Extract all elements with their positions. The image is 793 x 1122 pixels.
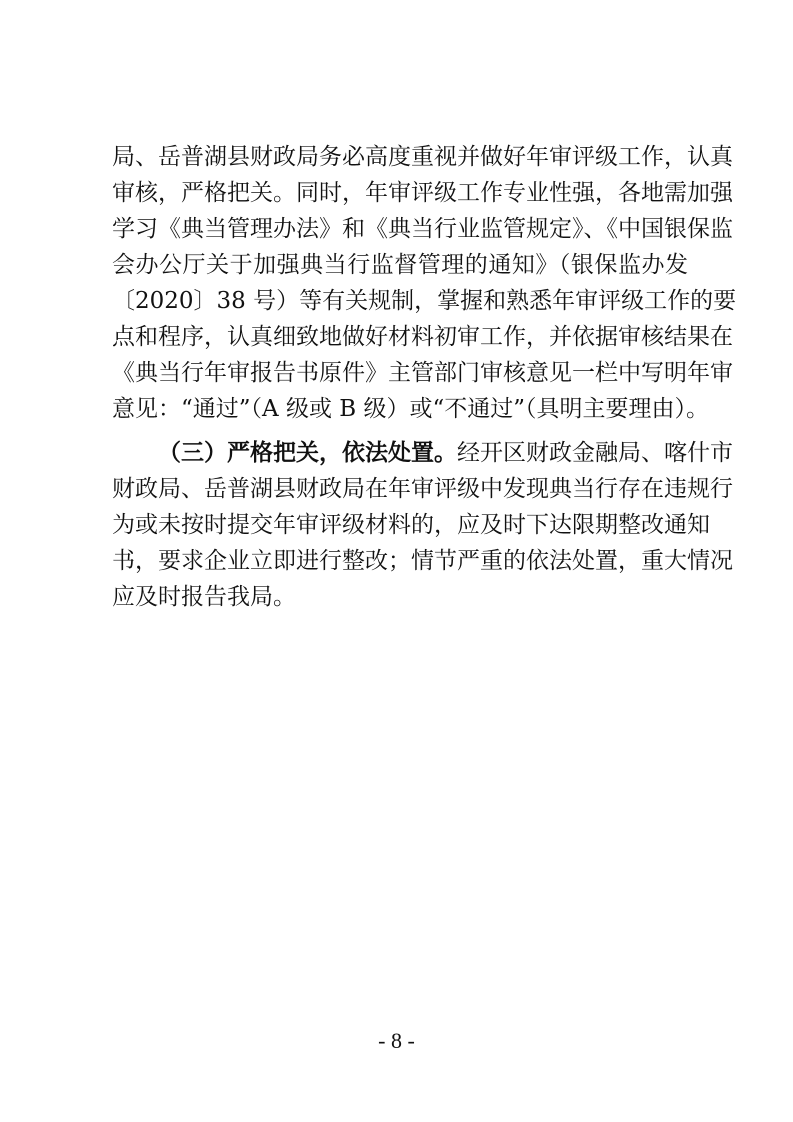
- text-line: 局、岳普湖县财政局务必高度重视并做好年审评级工作，认真: [112, 144, 733, 170]
- text-line: 意见：“通过”（A 级或 B 级）或“不通过”（具明主要理由）。: [112, 396, 709, 422]
- text-line: 〔2020〕38 号）等有关规制，掌握和熟悉年审评级工作的要: [112, 288, 737, 314]
- section-first-line-text: 经开区财政金融局、喀什市: [457, 440, 733, 466]
- text-line: 审核，严格把关。同时，年审评级工作专业性强，各地需加强: [112, 180, 733, 206]
- text-line-first: [158, 436, 733, 470]
- text-line: 学习《典当管理办法》和《典当行业监管规定》、《中国银保监: [112, 216, 733, 242]
- text-line: 书，要求企业立即进行整改；情节严重的依法处置，重大情况: [112, 548, 733, 574]
- text-line: 《典当行年审报告书原件》主管部门审核意见一栏中写明年审: [112, 360, 733, 386]
- text-line: 应及时报告我局。: [112, 584, 296, 610]
- text-line: 点和程序，认真细致地做好材料初审工作，并依据审核结果在: [112, 324, 733, 350]
- text-line: 为或未按时提交年审评级材料的，应及时下达限期整改通知: [112, 512, 710, 538]
- text-line: 财政局、岳普湖县财政局在年审评级中发现典当行存在违规行: [112, 476, 733, 502]
- page-number: - 8 -: [378, 1028, 415, 1053]
- section-heading: （三）严格把关，依法处置。: [158, 439, 457, 466]
- text-line: 会办公厅关于加强典当行监督管理的通知》（银保监办发: [112, 252, 688, 278]
